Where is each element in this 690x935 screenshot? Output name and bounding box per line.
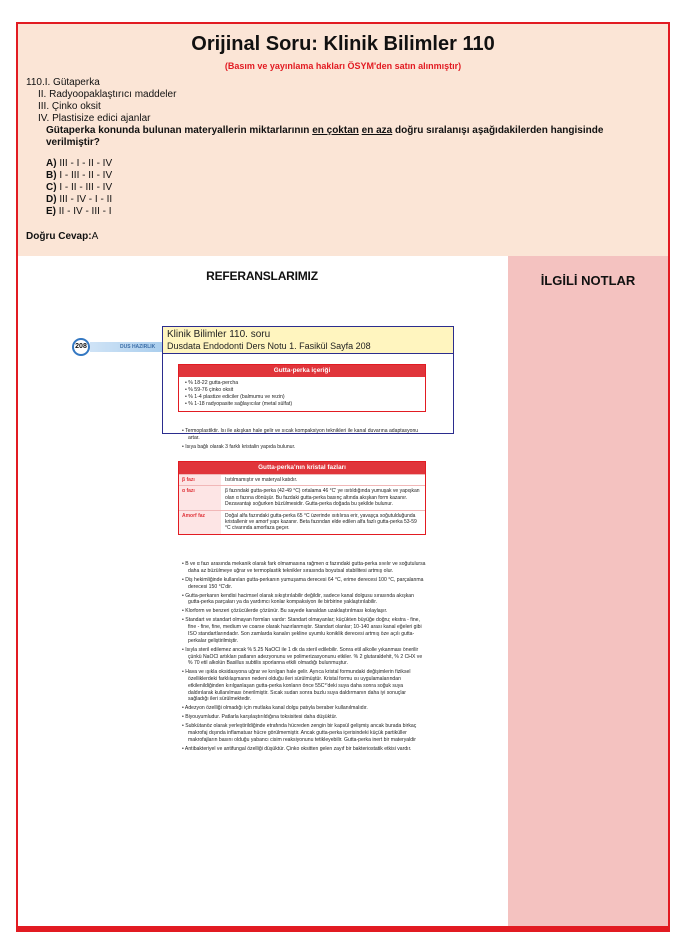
bullet-text: • Termoplastiktir. Isı ile akışkan hale gelir ve sıcak kompaksiyon teknikleri ile kanal duvarına adaptasyonu artar. [182, 428, 419, 441]
option-a: A) III - I - II - IV [46, 158, 113, 169]
option-e: E) II - IV - III - I [46, 206, 112, 217]
question-panel [18, 24, 668, 256]
notes-panel [508, 256, 668, 930]
bullet-text: • Hava ve ışıkla oksidasyona uğrar ve kırılgan hale gelir. Ayrıca kristal formundaki değişimlerin fiziksel özelliklerdeki farklılaşmanın nedeni olduğu ileri sürülmüştür. Kristal formu ısı uygulamalarından etkilenildiğinden kırılganlaşan gutta-perka konların önce 55C°'deki suya daha sonra soğuk suya daldırılarak kullanılması önerilmiştir. Sıcak sudan sonra buzlu suya daldırmanın daha iyi sonuçlar sağladığı ileri sürülmektedir. [182, 669, 411, 703]
bullet-text: • Diş hekimliğinde kullanılan gutta-perkanın yumuşama derecesi 64 °C, erime derecesi 100 °C, parçalanma derecesi 150 °C'dir. [182, 576, 424, 590]
reference-callout [162, 326, 454, 354]
phase-row: α fazı β fazındaki gutta-perka (42-49 °C) ortalama 46 °C' ye ısıtıldığında yumuşak ve yapışkan olan α fazına dönüşür. Bu fazdaki gutta-perka basınç altında akışkan form kazanır. Dezavantajı soğurken büzülmesidir. Gutta-perka doğada bu şekilde bulunur. [179, 485, 425, 509]
bullet-text: • Antibakteriyel ve antifungal özelliği düşüktür. Çinko oksitten gelen zayıf bir bakteriostatik etkisi vardır. [182, 746, 412, 752]
bullet-text: • Isıyla steril edilemez ancak % 5.25 NaOCl ile 1 dk da steril edilebilir. Sonra etil alkolle yıkanması önerilir çünkü NaOCl artıkları patlanın adezyonunu ve polimerizasyonunu etkiler. % 2 glutaraldehit, % 2 CHX ve % 70 etil alkolün Basillus subtilis sporlanna etkili olmadığı bulunmuştur. [182, 646, 423, 667]
page-title: Orijinal Soru: Klinik Bilimler 110 [191, 33, 495, 55]
page-number-badge: 208 [72, 338, 90, 356]
bullet-text: • Klorform ve benzeri çözücülerde çözünür. Bu sayede kanaldan uzaklaştırılması kolaylaşır. [182, 608, 388, 615]
question-body [26, 77, 656, 218]
bullet-text: • Adezyon özelliği olmadığı için mutlaka kanal dolgu patıyla beraber kullanılmalıdır. [182, 705, 368, 712]
notes-title: İLGİLİ NOTLAR [540, 273, 636, 288]
bullet-text: • Subkütanöz olarak yerleştirildiğinde etrafında hücreden zengin bir kapsül gelişmiş ancak burada birkaç makrofaj dışında inflamatuar hücre görülmemiştir. Ancak gutta-perka içerisindeki küçük partiküller makrofajların basını olduğu yabancı cisim reaksiyonunu tetikleyebilir. Gutta-perka inert bir materyaldir [182, 723, 417, 744]
callout-question: Klinik Bilimler 110. soru [167, 329, 271, 340]
question-item-3: III. Çinko oksit [38, 101, 101, 112]
option-b: B) I - III - II - IV [46, 170, 113, 181]
bullet-text: • Gutta-perkanın kendisi hacimsel olarak sıkıştırılabilir değildir, sadece kanal dolgusu sırasında akışkan gutta-perka parçaları ya da yardımcı konlar kompaksiyon ile birbirine yaklaştırılabilir. [182, 592, 414, 606]
bullet-text: • Biyouyumludur. Patlarla karşılaştırıldığına toksisitesi daha düşüktür. [182, 714, 338, 721]
phase-table-title: Gutta-perka'nın kristal fazları [179, 462, 425, 474]
references-title: REFERANSLARIMIZ [206, 269, 318, 283]
question-item-4: IV. Plastisize edici ajanlar [38, 113, 151, 124]
question-page [16, 22, 670, 932]
question-stem: Gütaperka konunda bulunan materyallerin miktarlarının en çoktan en aza doğru sıralanışı aşağıdakilerden hangisinde verilmiştir? [46, 125, 604, 148]
option-d: D) III - IV - I - II [46, 194, 113, 205]
content-item: • % 1-18 radyopasite sağlayıcılar (metal sülfat) [185, 401, 293, 407]
answer-options [26, 158, 656, 218]
bullet-text: • B ve α fazı arasında mekanik olarak fark olmamasına rağmen α fazındaki gutta-perka sıvılır ve soğutulursa daha az büzülmeye uğrar ve termoplastik teknikler sırasında boyutsal stabilitesi artmış olur. [182, 561, 426, 574]
detail-bullets [182, 561, 428, 755]
option-c: C) I - II - III - IV [46, 182, 113, 193]
references-panel [18, 256, 506, 930]
dus-label: DUS HAZIRLIK [120, 344, 156, 350]
highlight-frame [162, 353, 454, 434]
content-item: • % 59-76 çinko oksit [185, 387, 234, 393]
copyright-note: (Basım ve yayınlama hakları ÖSYM'den satın alınmıştır) [224, 61, 462, 71]
content-item: • % 1-4 plastize ediciler (balmumu ve rezin) [185, 394, 285, 400]
bullet-text: • Standart ve standart olmayan formları vardır: Standart olmayanlar; küçükten büyüğe doğru; ekstra - fine, fine - fine, fine, medium ve coarse olarak hazırlanmıştır. Standart olanlar; 10-140 arası kanal eğeleri gibi ISO standartlarındadır. Son zamlarda kanalın şekline uyumlu koniklik derecesi artmış öze açılı gutta-perkalar geliştirilmiştir. [182, 617, 422, 644]
phase-row: Amorf faz Doğal alfa fazındaki gutta-perka 65 °C üzerinde ısıtılırsa erir, yavaşça soğutulduğunda kristallenir ve amorf yapı kazanır. Beta fazından elde edilen alfa fazlı gutta-perka 53-59 °C civarında amorfaza geçer. [179, 510, 425, 534]
content-table-title: Gutta-perka içeriği [179, 365, 425, 377]
question-item-2: II. Radyoopaklaştırıcı maddeler [38, 89, 177, 100]
question-item-1: 110.I. Gütaperka [26, 77, 100, 88]
content-item: • % 18-22 gutta-percha [185, 380, 239, 386]
phase-table [178, 461, 426, 535]
callout-source: Dusdata Endodonti Ders Notu 1. Fasikül Sayfa 208 [167, 341, 371, 351]
correct-answer: Doğru Cevap:A [26, 231, 99, 242]
phase-row: β fazı Isıtılmamıştır ve materyal katıdır. [179, 474, 425, 485]
bottom-border [18, 926, 668, 930]
bullet-text: • Isıya bağlı olarak 3 farklı kristalin yapıda bulunur. [182, 443, 296, 450]
